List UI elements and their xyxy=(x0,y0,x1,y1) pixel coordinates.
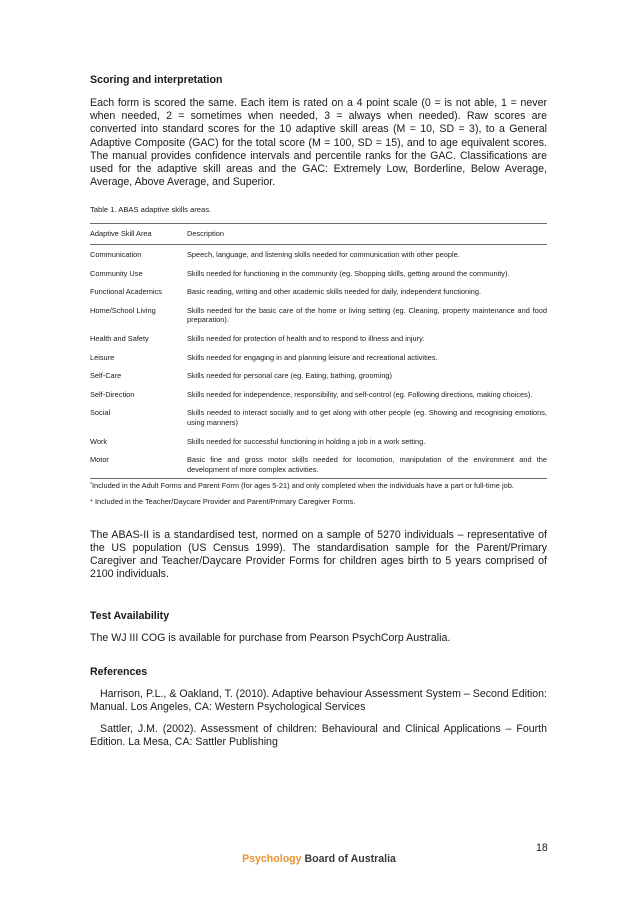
skill-area-cell: Self-Care xyxy=(90,371,122,381)
table-row xyxy=(90,269,547,288)
skill-description-cell: Basic fine and gross motor skills needed for locomotion, manipulation of the environment and the development of more complex activities. xyxy=(187,455,547,474)
column-header-description: Description xyxy=(187,229,224,239)
skill-description-cell: Skills needed for the basic care of the home or living setting (eg. Cleaning, property maintenance and food preparation). xyxy=(187,305,547,325)
references-heading: References xyxy=(90,665,148,678)
skill-area-cell: Self-Direction xyxy=(90,389,135,399)
footnote-text: Included in the Adult Forms and Parent Form (for ages 5-21) and only completed when the individuals have a part or full-time job. xyxy=(91,481,514,491)
table-row xyxy=(90,287,547,306)
skill-area-cell: Health and Safety xyxy=(90,333,149,343)
footnote-marker: + xyxy=(90,497,93,504)
footnote-text: Included in the Teacher/Daycare Provider and Parent/Primary Caregiver Forms. xyxy=(94,496,356,506)
skill-description-cell: Skills needed for independence, responsibility, and self-control (eg. Following directions, making choices). xyxy=(187,389,533,399)
skill-description-cell: Speech, language, and listening skills needed for communication with other people. xyxy=(187,250,460,260)
column-header-area: Adaptive Skill Area xyxy=(90,229,152,239)
table-header-row xyxy=(90,224,547,245)
table-bottom-rule xyxy=(90,478,547,479)
table-row xyxy=(90,371,547,390)
table-row xyxy=(90,334,547,353)
table-footnote-teacher xyxy=(90,497,547,507)
table-caption: Table 1. ABAS adaptive skills areas. xyxy=(90,205,212,215)
table-row xyxy=(90,306,547,334)
skill-area-cell: Motor xyxy=(90,455,109,465)
footer-brand-rest: Board of Australia xyxy=(301,853,396,865)
skill-description-cell: Basic reading, writing and other academic skills needed for daily, independent functioning. xyxy=(187,287,482,297)
skill-area-cell: Social xyxy=(90,408,111,418)
skill-description-cell: Skills needed for successful functioning in holding a job in a work setting. xyxy=(187,436,426,446)
skill-description-cell: Skills needed for engaging in and planning leisure and recreational activities. xyxy=(187,352,438,362)
skill-description-cell: Skills needed for protection of health and to respond to illness and injury. xyxy=(187,333,425,343)
table-row xyxy=(90,455,547,478)
table-row xyxy=(90,245,547,269)
skill-description-cell: Skills needed for functioning in the community (eg. Shopping skills, getting around the community). xyxy=(187,268,510,278)
scoring-paragraph: Each form is scored the same. Each item is rated on a 4 point scale (0 = is not able, 1 = never when needed, 2 = sometimes when needed, 3 = always when needed). Raw scores are converted into standard scores for the 10 adaptive skill areas (M = 10, SD = 3), to a General Adaptive Composite (GAC) for the total score (M = 100, SD = 15), and to age equivalent scores. The manual provides confidence intervals and percentile ranks for the GAC. Classifications are used for the adaptive skill areas and the GAC: Extremely Low, Borderline, Below Average, Average, Above Average, and Superior. xyxy=(90,97,547,189)
footer-brand-accent: Psychology xyxy=(242,853,302,865)
skill-description-cell: Skills needed for personal care (eg. Eating, bathing, grooming) xyxy=(187,371,393,381)
table-row xyxy=(90,408,547,436)
table-row xyxy=(90,437,547,456)
skill-description-cell: Skills needed to interact socially and to get along with other people (eg. Showing and recognising emotions, using manners) xyxy=(187,408,547,427)
availability-heading: Test Availability xyxy=(90,610,170,623)
document-page xyxy=(90,74,547,749)
skills-table xyxy=(90,223,547,478)
table-row xyxy=(90,390,547,409)
reference-item: Harrison, P.L., & Oakland, T. (2010). Adaptive behaviour Assessment System – Second Edition: Manual. Los Angeles, CA: Western Psychological Services xyxy=(90,687,547,713)
standardisation-paragraph: The ABAS-II is a standardised test, normed on a sample of 5270 individuals – representative of the US population (US Census 1999). The standardisation sample for the Parent/Primary Caregiver and Teacher/Daycare Provider Forms for children ages birth to 5 years comprised of 2100 individuals. xyxy=(90,528,547,581)
skill-area-cell: Home/School Living xyxy=(90,305,156,315)
skill-area-cell: Work xyxy=(90,436,108,446)
skill-area-cell: Communication xyxy=(90,250,142,260)
page-number: 18 xyxy=(536,842,548,854)
availability-paragraph: The WJ III COG is available for purchase from Pearson PsychCorp Australia. xyxy=(90,632,451,645)
scoring-heading: Scoring and interpretation xyxy=(90,74,223,86)
table-footnote-adult xyxy=(90,481,547,491)
footer-brand xyxy=(0,853,638,865)
reference-item: Sattler, J.M. (2002). Assessment of children: Behavioural and Clinical Applications – Fourth Edition. La Mesa, CA: Sattler Publishing xyxy=(90,722,547,749)
skill-area-cell: Leisure xyxy=(90,352,115,362)
skill-area-cell: Community Use xyxy=(90,268,143,278)
skill-area-cell: Functional Academics xyxy=(90,287,162,297)
table-row xyxy=(90,353,547,372)
footnote-marker: * xyxy=(90,482,92,489)
